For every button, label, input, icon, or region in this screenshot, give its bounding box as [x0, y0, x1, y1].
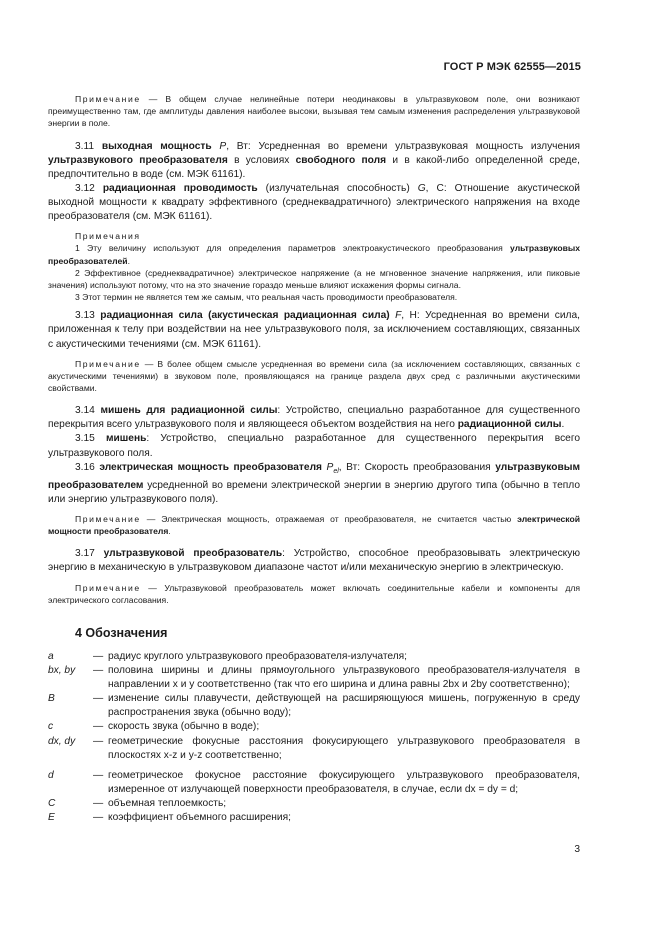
symbols-list: [48, 650, 580, 825]
standard-header: ГОСТ Р МЭК 62555—2015: [443, 61, 581, 73]
symbol-row: C — объемная теплоемкость;: [48, 797, 227, 809]
symbol-row: a — радиус круглого ультразвукового преобразователя-излучателя;: [48, 650, 407, 662]
note-3-12-1: 1 Эту величину используют для определения параметров электроакустического преобразования ультразвуковых преобразователей.: [48, 243, 580, 266]
term-3-17: 3.17 ультразвуковой преобразователь: Устройство, способное преобразовывать электрическую энергию в механическую в ультразвуковом диапазоне частот и/или механическую энергию в электрическую.: [48, 548, 580, 574]
term-3-15: 3.15 мишень: Устройство, специально разработанное для существенного перекрытия всего ультразвукового поля.: [48, 433, 580, 459]
page-content: [48, 93, 580, 825]
note-3-12-3: 3 Этот термин не является тем же самым, что реальная часть проводимости преобразователя.: [75, 292, 458, 303]
section-4-title: 4 Обозначения: [75, 625, 168, 640]
note-label: Примечание: [75, 94, 141, 104]
note-3-17: Примечание — Ультразвуковой преобразователь может включать соединительные кабели и компоненты для электрического согласования.: [48, 582, 581, 605]
term-3-11: 3.11 выходная мощность P, Вт: Усредненная во времени ультразвуковая мощность излучения ультразвукового преобразователя в условиях свободного поля и в какой-либо определенной среде, предпочтительно в воде (см. МЭК 61161).: [48, 140, 580, 180]
term-3-12: 3.12 радиационная проводимость (излучательная способность) G, С: Отношение акустической выходной мощности к квадрату эффективного (среднеквадратичного) электрического напряжения на входе преобразователя (см. МЭК 61161).: [48, 182, 580, 223]
term-3-13: 3.13 радиационная сила (акустическая радиационная сила) F, Н: Усредненная во времени сила, приложенная к телу при воздействии на нее ультразвукового поля, за исключением составляющих, связанных с акустическими течениями (см. МЭК 61161).: [48, 310, 580, 350]
notes-3-12-label: Примечания: [75, 231, 141, 242]
page-number: 3: [574, 844, 580, 855]
symbol-row: E — коэффициент объемного расширения;: [48, 812, 291, 823]
symbol-row: bx, by — половина ширины и длины прямоугольного ультразвукового преобразователя-излучателя в направлении x и y соответственно (так что его ширина и длина равны 2bx и 2by соответственно);: [48, 665, 580, 691]
term-3-14: 3.14 мишень для радиационной силы: Устройство, специально разработанное для существенного перекрытия всего ультразвукового поля и являющееся объектом воздействия на него радиационной силы.: [48, 405, 580, 431]
symbol-row: B — изменение силы плавучести, действующей на расширяющуюся мишень, погруженную в среду распространения звука (обычно воду);: [48, 693, 580, 719]
symbol-row: dx, dy — геометрические фокусные расстояния фокусирующего ультразвукового преобразователя в плоскостях x-z и y-z соответственно;: [48, 735, 580, 761]
symbol-row: d — геометрическое фокусное расстояние фокусирующего ультразвукового преобразователя, измеренное от излучающей поверхности преобразователя, в случае, если dx = dy = d;: [48, 769, 580, 795]
term-3-16: 3.16 электрическая мощность преобразователя $P_{el}$, Вт: Скорость преобразования ультразвуковым преобразователем усредненной во времени электрической энергии в энергию другого типа (обычно в тепло или энергию ультразвукового поля).: [48, 461, 580, 505]
note-3-13: Примечание — В более общем смысле усредненная во времени сила (за исключением составляющих, связанных с акустическими течениями) в звуковом поле, проявляющаяся на границе раздела двух сред с различными акустическими свойствами.: [48, 358, 580, 394]
note-3-16: Примечание — Электрическая мощность, отражаемая от преобразователя, не считается частью электрической мощности преобразователя.: [48, 513, 581, 537]
note-3-10: Примечание — В общем случае нелинейные потери неодинаковы в ультразвуковом поле, они возникают преимущественно там, где амплитуды давления наиболее высоки, вызывая тем самым изменения распределения ультразвуковой энергии в поле.: [48, 94, 580, 129]
note-3-12-2: 2 Эффективное (среднеквадратичное) электрическое напряжение (а не мгновенное значение напряжения, или пиковые значения) используют потому, что на это значение гораздо меньше влияют искажения формы сигнала.: [48, 267, 580, 290]
symbol-row: c — скорость звука (обычно в воде);: [48, 721, 260, 733]
